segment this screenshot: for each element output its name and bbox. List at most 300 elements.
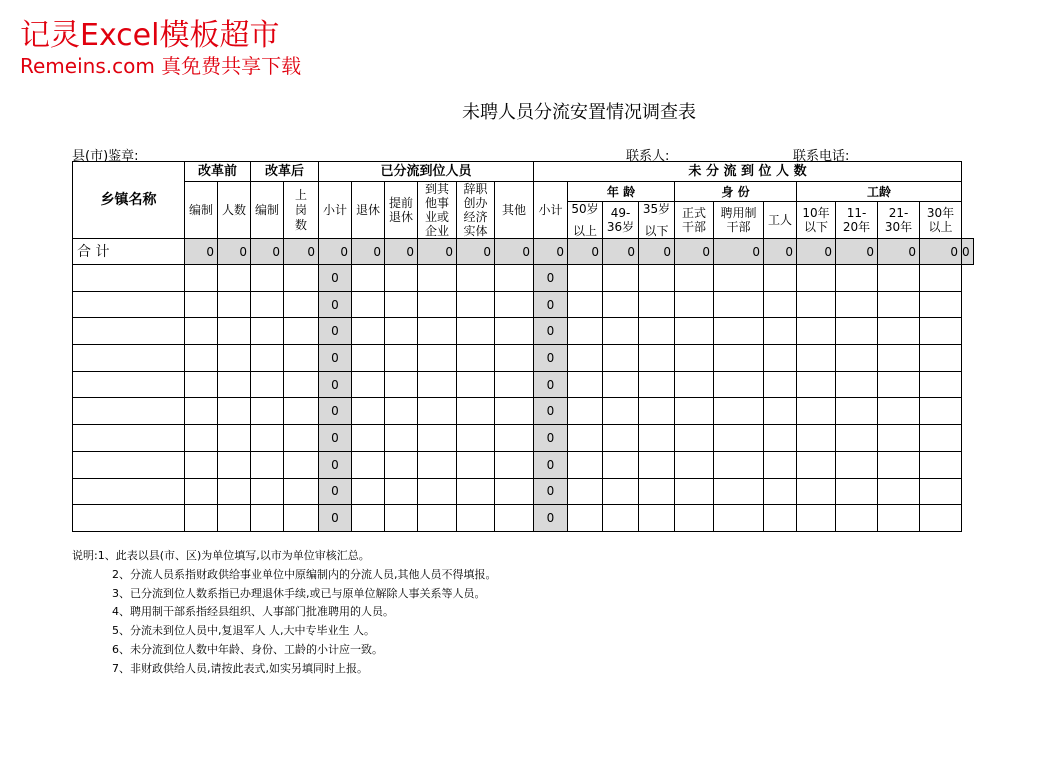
- input-cell[interactable]: [920, 345, 962, 372]
- input-cell[interactable]: [797, 345, 836, 372]
- input-cell[interactable]: [418, 425, 457, 452]
- input-cell[interactable]: [251, 398, 284, 425]
- total-value-cell[interactable]: 0: [319, 239, 352, 265]
- input-cell[interactable]: [418, 291, 457, 318]
- input-cell[interactable]: [675, 505, 714, 532]
- input-cell[interactable]: [185, 505, 218, 532]
- not-placed-subtotal-cell[interactable]: 0: [534, 425, 568, 452]
- input-cell[interactable]: [284, 425, 319, 452]
- input-cell[interactable]: [418, 345, 457, 372]
- shanggang-header: 上岗数: [284, 182, 319, 239]
- total-value-cell[interactable]: 0: [534, 239, 568, 265]
- input-cell[interactable]: [185, 265, 218, 292]
- township-cell[interactable]: [73, 451, 185, 478]
- input-cell[interactable]: [836, 345, 878, 372]
- input-cell[interactable]: [920, 318, 962, 345]
- input-cell[interactable]: [457, 425, 495, 452]
- seniority-header: 工龄: [797, 182, 962, 202]
- notes-section: [72, 547, 497, 679]
- input-cell[interactable]: [385, 478, 418, 505]
- input-cell[interactable]: [603, 265, 639, 292]
- not-placed-subtotal-cell[interactable]: 0: [534, 265, 568, 292]
- input-cell[interactable]: [185, 451, 218, 478]
- input-cell[interactable]: [218, 451, 251, 478]
- input-cell[interactable]: [284, 291, 319, 318]
- township-cell[interactable]: [73, 265, 185, 292]
- watermark-title: 记灵Excel模板超市: [20, 18, 280, 53]
- input-cell[interactable]: [568, 398, 603, 425]
- not-placed-subtotal-cell[interactable]: 0: [534, 291, 568, 318]
- input-cell[interactable]: [675, 291, 714, 318]
- input-cell[interactable]: [797, 425, 836, 452]
- placed-subtotal-cell[interactable]: 0: [319, 345, 352, 372]
- input-cell[interactable]: [764, 371, 797, 398]
- township-cell[interactable]: [73, 371, 185, 398]
- input-cell[interactable]: [352, 451, 385, 478]
- total-label: 合 计: [73, 239, 185, 265]
- page-title: 未聘人员分流安置情况调查表: [462, 102, 696, 123]
- input-cell[interactable]: [714, 371, 764, 398]
- input-cell[interactable]: [714, 425, 764, 452]
- input-cell[interactable]: [495, 265, 534, 292]
- table-row: [73, 318, 974, 345]
- input-cell[interactable]: [878, 451, 920, 478]
- input-cell[interactable]: [385, 291, 418, 318]
- placed-subtotal-cell[interactable]: 0: [319, 371, 352, 398]
- input-cell[interactable]: [836, 291, 878, 318]
- seniority-30-header: 30年以上: [920, 202, 962, 239]
- input-cell[interactable]: [352, 291, 385, 318]
- total-value-cell[interactable]: 0: [495, 239, 534, 265]
- input-cell[interactable]: [714, 265, 764, 292]
- township-cell[interactable]: [73, 505, 185, 532]
- input-cell[interactable]: [495, 398, 534, 425]
- township-cell[interactable]: [73, 345, 185, 372]
- input-cell[interactable]: [568, 505, 603, 532]
- input-cell[interactable]: [764, 318, 797, 345]
- input-cell[interactable]: [920, 265, 962, 292]
- input-cell[interactable]: [675, 451, 714, 478]
- after-reform-header: 改革后: [251, 162, 319, 182]
- input-cell[interactable]: [797, 478, 836, 505]
- total-value-cell[interactable]: 0: [878, 239, 920, 265]
- input-cell[interactable]: [218, 398, 251, 425]
- input-cell[interactable]: [495, 318, 534, 345]
- input-cell[interactable]: [639, 318, 675, 345]
- formal-cadre-header: 正式干部: [675, 202, 714, 239]
- table-row: [73, 478, 974, 505]
- table-row: [73, 345, 974, 372]
- input-cell[interactable]: [418, 398, 457, 425]
- input-cell[interactable]: [920, 425, 962, 452]
- input-cell[interactable]: [457, 318, 495, 345]
- input-cell[interactable]: [836, 265, 878, 292]
- total-value-cell[interactable]: 0: [568, 239, 603, 265]
- input-cell[interactable]: [418, 478, 457, 505]
- input-cell[interactable]: [639, 371, 675, 398]
- township-cell[interactable]: [73, 425, 185, 452]
- input-cell[interactable]: [764, 291, 797, 318]
- input-cell[interactable]: [284, 318, 319, 345]
- age-50-top: 50岁: [571, 202, 599, 216]
- age-35-top: 35岁: [642, 202, 671, 216]
- seniority-10-header: 10年以下: [797, 202, 836, 239]
- input-cell[interactable]: [836, 371, 878, 398]
- input-cell[interactable]: [457, 265, 495, 292]
- input-cell[interactable]: [385, 451, 418, 478]
- age-50-header: [568, 202, 603, 239]
- input-cell[interactable]: [603, 291, 639, 318]
- input-cell[interactable]: [675, 345, 714, 372]
- input-cell[interactable]: [836, 425, 878, 452]
- input-cell[interactable]: [352, 425, 385, 452]
- input-cell[interactable]: [495, 345, 534, 372]
- seal-label: 县(市)鉴章:: [72, 149, 139, 164]
- input-cell[interactable]: [218, 505, 251, 532]
- input-cell[interactable]: [920, 505, 962, 532]
- total-value-cell[interactable]: 0: [962, 239, 974, 265]
- not-placed-header: 未 分 流 到 位 人 数: [534, 162, 962, 182]
- input-cell[interactable]: [251, 371, 284, 398]
- input-cell[interactable]: [797, 265, 836, 292]
- input-cell[interactable]: [251, 291, 284, 318]
- input-cell[interactable]: [418, 265, 457, 292]
- input-cell[interactable]: [878, 505, 920, 532]
- input-cell[interactable]: [920, 398, 962, 425]
- total-value-cell[interactable]: 0: [284, 239, 319, 265]
- input-cell[interactable]: [495, 291, 534, 318]
- input-cell[interactable]: [251, 265, 284, 292]
- watermark-subtitle: Remeins.com 真免费共享下载: [20, 54, 302, 78]
- input-cell[interactable]: [568, 371, 603, 398]
- input-cell[interactable]: [418, 505, 457, 532]
- input-cell[interactable]: [251, 318, 284, 345]
- input-cell[interactable]: [568, 425, 603, 452]
- input-cell[interactable]: [185, 398, 218, 425]
- input-cell[interactable]: [639, 451, 675, 478]
- contract-cadre-header: 聘用制干部: [714, 202, 764, 239]
- early-retire-header: 提前退休: [385, 182, 418, 239]
- age-49-36-header: 49-36岁: [603, 202, 639, 239]
- input-cell[interactable]: [185, 318, 218, 345]
- table-row: [73, 265, 974, 292]
- input-cell[interactable]: [352, 265, 385, 292]
- total-value-cell[interactable]: 0: [764, 239, 797, 265]
- input-cell[interactable]: [218, 345, 251, 372]
- note-line: 6、未分流到位人数中年龄、身份、工龄的小计应一致。: [112, 642, 383, 656]
- input-cell[interactable]: [764, 345, 797, 372]
- input-cell[interactable]: [352, 345, 385, 372]
- input-cell[interactable]: [714, 451, 764, 478]
- input-cell[interactable]: [878, 371, 920, 398]
- input-cell[interactable]: [714, 478, 764, 505]
- input-cell[interactable]: [639, 398, 675, 425]
- age-35-header: [639, 202, 675, 239]
- input-cell[interactable]: [639, 425, 675, 452]
- input-cell[interactable]: [218, 425, 251, 452]
- input-cell[interactable]: [639, 478, 675, 505]
- note-line: 说明:1、此表以县(市、区)为单位填写,以市为单位审核汇总。: [72, 549, 370, 562]
- input-cell[interactable]: [714, 398, 764, 425]
- input-cell[interactable]: [568, 318, 603, 345]
- total-value-cell[interactable]: 0: [218, 239, 251, 265]
- input-cell[interactable]: [639, 505, 675, 532]
- input-cell[interactable]: [251, 345, 284, 372]
- total-value-cell[interactable]: 0: [385, 239, 418, 265]
- input-cell[interactable]: [495, 505, 534, 532]
- township-cell[interactable]: [73, 318, 185, 345]
- input-cell[interactable]: [764, 398, 797, 425]
- input-cell[interactable]: [284, 265, 319, 292]
- input-cell[interactable]: [675, 371, 714, 398]
- input-cell[interactable]: [457, 371, 495, 398]
- input-cell[interactable]: [603, 451, 639, 478]
- not-placed-subtotal-cell[interactable]: 0: [534, 478, 568, 505]
- placed-subtotal-cell[interactable]: 0: [319, 265, 352, 292]
- input-cell[interactable]: [603, 318, 639, 345]
- input-cell[interactable]: [797, 451, 836, 478]
- input-cell[interactable]: [920, 451, 962, 478]
- total-value-cell[interactable]: 0: [457, 239, 495, 265]
- township-cell[interactable]: [73, 291, 185, 318]
- input-cell[interactable]: [836, 478, 878, 505]
- input-cell[interactable]: [385, 318, 418, 345]
- input-cell[interactable]: [568, 478, 603, 505]
- input-cell[interactable]: [185, 425, 218, 452]
- input-cell[interactable]: [878, 318, 920, 345]
- not-placed-subtotal-cell[interactable]: 0: [534, 318, 568, 345]
- input-cell[interactable]: [797, 318, 836, 345]
- input-cell[interactable]: [603, 505, 639, 532]
- table-row: [73, 505, 974, 532]
- identity-header: 身 份: [675, 182, 797, 202]
- total-row: [73, 239, 974, 265]
- total-value-cell[interactable]: 0: [639, 239, 675, 265]
- not-placed-subtotal-cell[interactable]: 0: [534, 345, 568, 372]
- total-value-cell[interactable]: 0: [185, 239, 218, 265]
- input-cell[interactable]: [385, 425, 418, 452]
- input-cell[interactable]: [352, 398, 385, 425]
- total-value-cell[interactable]: 0: [418, 239, 457, 265]
- input-cell[interactable]: [568, 291, 603, 318]
- input-cell[interactable]: [920, 291, 962, 318]
- input-cell[interactable]: [495, 451, 534, 478]
- note-line: 4、聘用制干部系指经县组织、人事部门批准聘用的人员。: [112, 605, 394, 619]
- input-cell[interactable]: [797, 505, 836, 532]
- input-cell[interactable]: [639, 345, 675, 372]
- renshu-header: 人数: [218, 182, 251, 239]
- input-cell[interactable]: [457, 345, 495, 372]
- note-line: 2、分流人员系指财政供给事业单位中原编制内的分流人员,其他人员不得填报。: [112, 567, 497, 581]
- input-cell[interactable]: [675, 398, 714, 425]
- input-cell[interactable]: [251, 451, 284, 478]
- input-cell[interactable]: [675, 425, 714, 452]
- input-cell[interactable]: [418, 451, 457, 478]
- input-cell[interactable]: [352, 478, 385, 505]
- table-row: [73, 425, 974, 452]
- input-cell[interactable]: [764, 265, 797, 292]
- subtotal-header: 小计: [319, 182, 352, 239]
- input-cell[interactable]: [218, 265, 251, 292]
- input-cell[interactable]: [352, 371, 385, 398]
- input-cell[interactable]: [457, 398, 495, 425]
- input-cell[interactable]: [185, 478, 218, 505]
- not-placed-subtotal-cell[interactable]: 0: [534, 398, 568, 425]
- input-cell[interactable]: [675, 478, 714, 505]
- input-cell[interactable]: [284, 345, 319, 372]
- input-cell[interactable]: [352, 318, 385, 345]
- input-cell[interactable]: [603, 398, 639, 425]
- total-value-cell[interactable]: 0: [675, 239, 714, 265]
- age-35-bottom: 以下: [644, 224, 669, 238]
- input-cell[interactable]: [457, 478, 495, 505]
- input-cell[interactable]: [495, 478, 534, 505]
- not-placed-subtotal-cell[interactable]: 0: [534, 371, 568, 398]
- placed-subtotal-cell[interactable]: 0: [319, 478, 352, 505]
- input-cell[interactable]: [920, 478, 962, 505]
- input-cell[interactable]: [457, 505, 495, 532]
- input-cell[interactable]: [185, 291, 218, 318]
- input-cell[interactable]: [418, 318, 457, 345]
- input-cell[interactable]: [797, 371, 836, 398]
- placed-subtotal-cell[interactable]: 0: [319, 398, 352, 425]
- input-cell[interactable]: [568, 451, 603, 478]
- input-cell[interactable]: [251, 425, 284, 452]
- input-cell[interactable]: [714, 505, 764, 532]
- before-reform-header: 改革前: [185, 162, 251, 182]
- input-cell[interactable]: [457, 291, 495, 318]
- input-cell[interactable]: [385, 505, 418, 532]
- not-placed-subtotal-cell[interactable]: 0: [534, 451, 568, 478]
- placed-subtotal-cell[interactable]: 0: [319, 451, 352, 478]
- other-header: 其他: [495, 182, 534, 239]
- input-cell[interactable]: [218, 478, 251, 505]
- input-cell[interactable]: [352, 505, 385, 532]
- table-row: [73, 451, 974, 478]
- placed-subtotal-cell[interactable]: 0: [319, 505, 352, 532]
- input-cell[interactable]: [251, 478, 284, 505]
- input-cell[interactable]: [714, 345, 764, 372]
- table-row: [73, 398, 974, 425]
- input-cell[interactable]: [385, 371, 418, 398]
- input-cell[interactable]: [284, 371, 319, 398]
- input-cell[interactable]: [418, 371, 457, 398]
- input-cell[interactable]: [797, 398, 836, 425]
- input-cell[interactable]: [836, 451, 878, 478]
- input-cell[interactable]: [878, 425, 920, 452]
- input-cell[interactable]: [764, 451, 797, 478]
- input-cell[interactable]: [284, 398, 319, 425]
- other-unit-header: 到其他事业或企业: [418, 182, 457, 239]
- input-cell[interactable]: [185, 345, 218, 372]
- input-cell[interactable]: [878, 265, 920, 292]
- input-cell[interactable]: [639, 265, 675, 292]
- input-cell[interactable]: [675, 318, 714, 345]
- input-cell[interactable]: [218, 371, 251, 398]
- resign-header: 辞职创办经济实体: [457, 182, 495, 239]
- input-cell[interactable]: [878, 345, 920, 372]
- input-cell[interactable]: [185, 371, 218, 398]
- not-placed-subtotal-cell[interactable]: 0: [534, 505, 568, 532]
- phone-label: 联系电话:: [793, 149, 850, 164]
- worker-header: 工人: [764, 202, 797, 239]
- table-row: [73, 371, 974, 398]
- total-value-cell[interactable]: 0: [603, 239, 639, 265]
- bianzhi-header: 编制: [185, 182, 218, 239]
- note-line: 5、分流未到位人员中,复退军人 人,大中专毕业生 人。: [112, 624, 375, 638]
- placed-subtotal-cell[interactable]: 0: [319, 291, 352, 318]
- input-cell[interactable]: [714, 291, 764, 318]
- age-header: 年 龄: [568, 182, 675, 202]
- input-cell[interactable]: [675, 265, 714, 292]
- placed-subtotal-cell[interactable]: 0: [319, 425, 352, 452]
- input-cell[interactable]: [457, 451, 495, 478]
- placed-subtotal-cell[interactable]: 0: [319, 318, 352, 345]
- input-cell[interactable]: [284, 478, 319, 505]
- seniority-11-20-header: 11-20年: [836, 202, 878, 239]
- input-cell[interactable]: [836, 505, 878, 532]
- township-header: 乡镇名称: [73, 162, 185, 239]
- input-cell[interactable]: [603, 345, 639, 372]
- table-row: [73, 291, 974, 318]
- total-value-cell[interactable]: 0: [352, 239, 385, 265]
- input-cell[interactable]: [568, 345, 603, 372]
- retire-header: 退休: [352, 182, 385, 239]
- input-cell[interactable]: [836, 398, 878, 425]
- total-value-cell[interactable]: 0: [920, 239, 962, 265]
- township-cell[interactable]: [73, 398, 185, 425]
- note-line: 7、非财政供给人员,请按此表式,如实另填同时上报。: [112, 661, 368, 675]
- age-50-bottom: 以上: [572, 224, 597, 238]
- input-cell[interactable]: [764, 425, 797, 452]
- input-cell[interactable]: [568, 265, 603, 292]
- input-cell[interactable]: [284, 451, 319, 478]
- bianzhi2-header: 编制: [251, 182, 284, 239]
- input-cell[interactable]: [878, 291, 920, 318]
- input-cell[interactable]: [495, 425, 534, 452]
- input-cell[interactable]: [218, 291, 251, 318]
- input-cell[interactable]: [639, 291, 675, 318]
- input-cell[interactable]: [878, 478, 920, 505]
- placed-header: 已分流到位人员: [319, 162, 534, 182]
- input-cell[interactable]: [603, 425, 639, 452]
- township-cell[interactable]: [73, 478, 185, 505]
- seniority-21-30-header: 21-30年: [878, 202, 920, 239]
- total-value-cell[interactable]: 0: [836, 239, 878, 265]
- input-cell[interactable]: [714, 318, 764, 345]
- total-value-cell[interactable]: 0: [797, 239, 836, 265]
- total-value-cell[interactable]: 0: [251, 239, 284, 265]
- input-cell[interactable]: [603, 478, 639, 505]
- input-cell[interactable]: [764, 505, 797, 532]
- input-cell[interactable]: [836, 318, 878, 345]
- input-cell[interactable]: [218, 318, 251, 345]
- input-cell[interactable]: [878, 398, 920, 425]
- input-cell[interactable]: [797, 291, 836, 318]
- input-cell[interactable]: [603, 371, 639, 398]
- total-value-cell[interactable]: 0: [714, 239, 764, 265]
- survey-table: [72, 161, 974, 532]
- input-cell[interactable]: [385, 398, 418, 425]
- input-cell[interactable]: [385, 265, 418, 292]
- input-cell[interactable]: [385, 345, 418, 372]
- input-cell[interactable]: [495, 371, 534, 398]
- input-cell[interactable]: [251, 505, 284, 532]
- input-cell[interactable]: [764, 478, 797, 505]
- input-cell[interactable]: [920, 371, 962, 398]
- input-cell[interactable]: [284, 505, 319, 532]
- note-line: 3、已分流到位人数系指已办理退休手续,或已与原单位解除人事关系等人员。: [112, 586, 486, 600]
